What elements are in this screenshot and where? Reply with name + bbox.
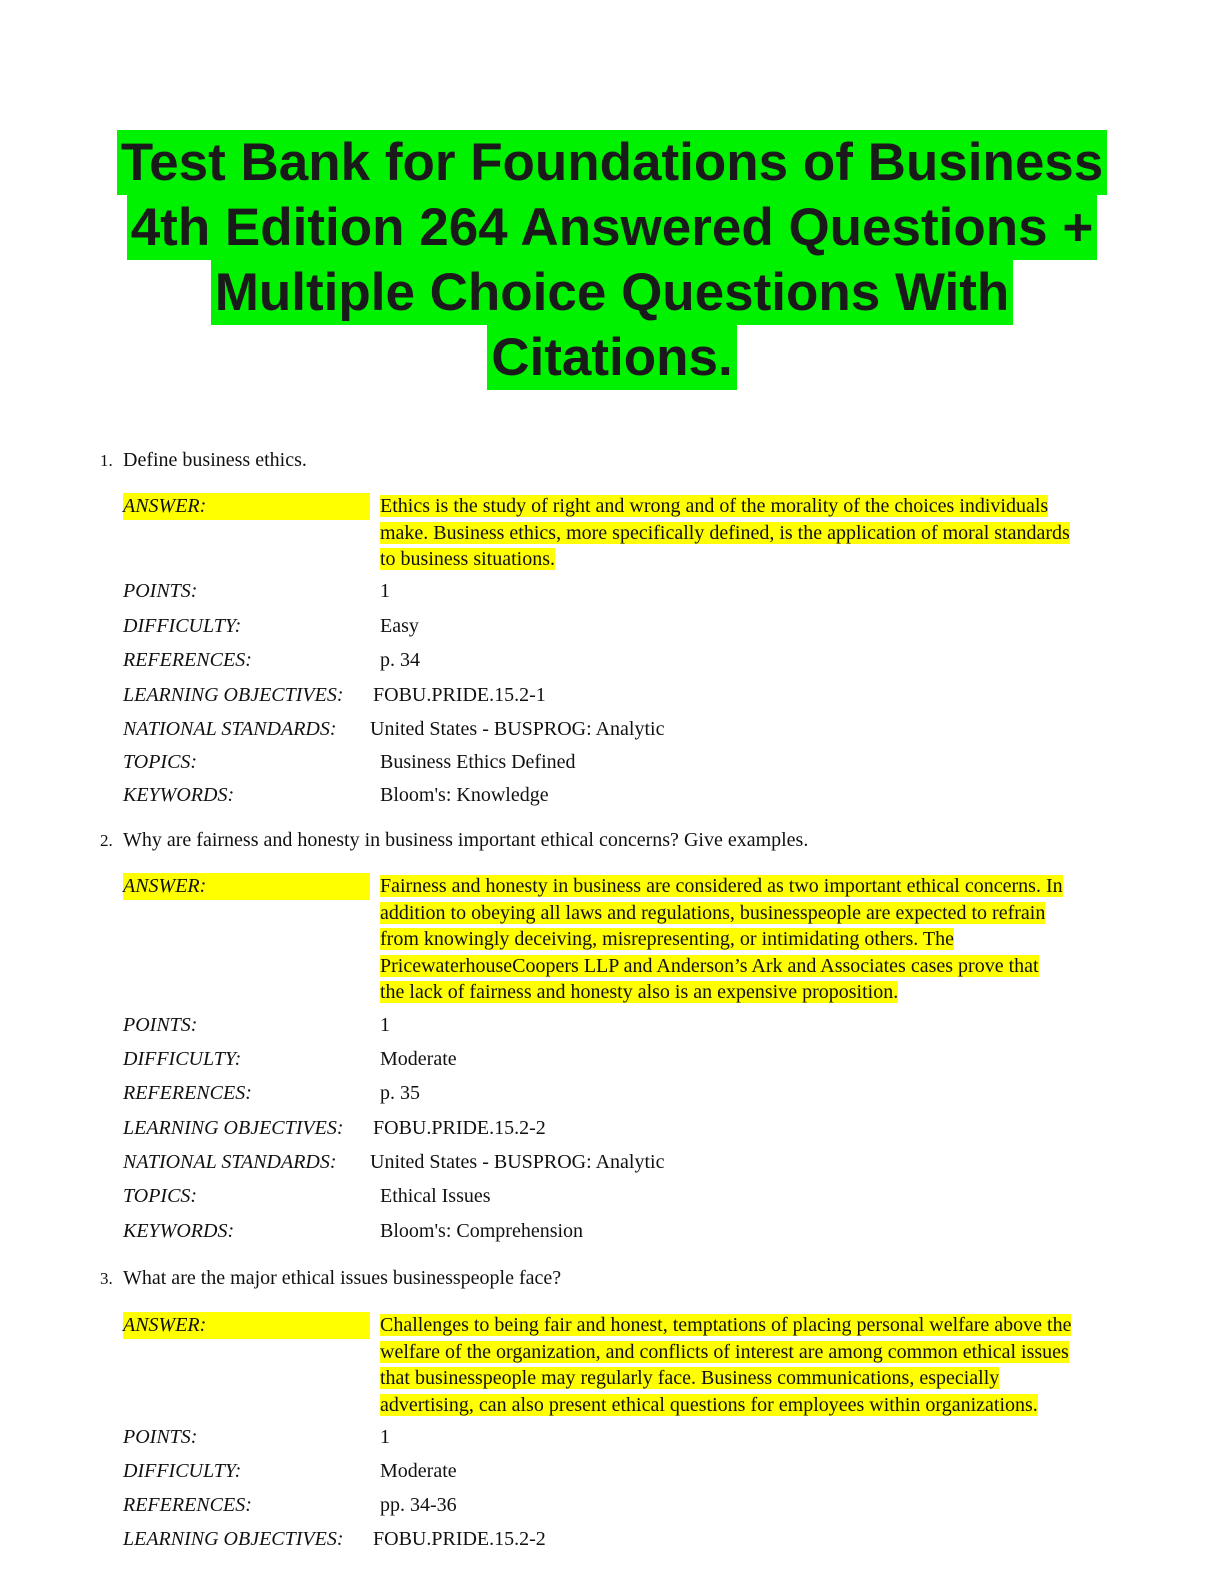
question-text: Define business ethics. xyxy=(123,449,307,471)
national-standards-label: NATIONAL STANDARDS: xyxy=(123,718,337,740)
question-text: What are the major ethical issues businesspeople face? xyxy=(123,1267,562,1289)
title-line-4: Citations. xyxy=(487,325,736,390)
answer-line: make. Business ethics, more specifically defined, is the application of moral standards xyxy=(380,521,1070,544)
references-value: p. 34 xyxy=(380,649,420,671)
national-standards-label: NATIONAL STANDARDS: xyxy=(123,1151,337,1173)
document-title xyxy=(0,130,1224,390)
question-text: Why are fairness and honesty in business important ethical concerns? Give examples. xyxy=(123,829,809,851)
references-value: pp. 34-36 xyxy=(380,1494,457,1516)
points-value: 1 xyxy=(380,1014,390,1036)
title-line-2: 4th Edition 264 Answered Questions + xyxy=(127,195,1098,260)
question-number: 1. xyxy=(100,451,113,470)
answer-line: to business situations. xyxy=(380,548,556,570)
answer-line: Ethics is the study of right and wrong and of the morality of the choices individuals xyxy=(380,495,1049,517)
topics-value: Ethical Issues xyxy=(380,1185,491,1207)
points-value: 1 xyxy=(380,1426,390,1448)
points-label: POINTS: xyxy=(123,1014,198,1036)
answer-line: the lack of fairness and honesty also is an expensive proposition. xyxy=(380,981,899,1003)
references-label: REFERENCES: xyxy=(123,649,252,671)
learning-objectives-value: FOBU.PRIDE.15.2-1 xyxy=(373,684,546,706)
answer-line: welfare of the organization, and conflicts of interest are among common ethical issues xyxy=(380,1340,1069,1363)
national-standards-value: United States - BUSPROG: Analytic xyxy=(370,1151,665,1173)
answer-line: advertising, can also present ethical questions for employees within organizations. xyxy=(380,1393,1038,1416)
question-1 xyxy=(100,448,307,473)
question-number: 2. xyxy=(100,831,113,850)
answer-line: from knowingly deceiving, misrepresenting, or intimidating others. The xyxy=(380,928,954,950)
difficulty-value: Easy xyxy=(380,615,419,637)
learning-objectives-label: LEARNING OBJECTIVES: xyxy=(123,684,344,706)
points-value: 1 xyxy=(380,580,390,602)
points-label: POINTS: xyxy=(123,580,198,602)
learning-objectives-value: FOBU.PRIDE.15.2-2 xyxy=(373,1528,546,1550)
answer-text xyxy=(380,873,1130,1006)
difficulty-label: DIFFICULTY: xyxy=(123,1460,242,1482)
learning-objectives-label: LEARNING OBJECTIVES: xyxy=(123,1117,344,1139)
answer-line: that businesspeople may regularly face. Business communications, especially xyxy=(380,1367,1000,1389)
references-label: REFERENCES: xyxy=(123,1082,252,1104)
answer-text xyxy=(380,1312,1130,1418)
learning-objectives-label: LEARNING OBJECTIVES: xyxy=(123,1528,344,1550)
difficulty-label: DIFFICULTY: xyxy=(123,1048,242,1070)
title-line-3: Multiple Choice Questions With xyxy=(211,260,1014,325)
answer-line: Fairness and honesty in business are considered as two important ethical concerns. In xyxy=(380,875,1063,897)
answer-label: ANSWER: xyxy=(123,873,370,900)
question-2 xyxy=(100,828,808,853)
topics-value: Business Ethics Defined xyxy=(380,751,576,773)
references-value: p. 35 xyxy=(380,1082,420,1104)
topics-label: TOPICS: xyxy=(123,1185,198,1207)
topics-label: TOPICS: xyxy=(123,751,198,773)
answer-label: ANSWER: xyxy=(123,493,370,520)
difficulty-label: DIFFICULTY: xyxy=(123,615,242,637)
answer-text xyxy=(380,493,1130,573)
national-standards-value: United States - BUSPROG: Analytic xyxy=(370,718,665,740)
question-number: 3. xyxy=(100,1269,113,1288)
answer-line: addition to obeying all laws and regulations, businesspeople are expected to refrain xyxy=(380,901,1046,924)
learning-objectives-value: FOBU.PRIDE.15.2-2 xyxy=(373,1117,546,1139)
keywords-label: KEYWORDS: xyxy=(123,784,235,806)
answer-line: PricewaterhouseCoopers LLP and Anderson’s Ark and Associates cases prove that xyxy=(380,954,1039,977)
keywords-label: KEYWORDS: xyxy=(123,1220,235,1242)
keywords-value: Bloom's: Comprehension xyxy=(380,1220,584,1242)
points-label: POINTS: xyxy=(123,1426,198,1448)
answer-line: Challenges to being fair and honest, temptations of placing personal welfare above the xyxy=(380,1314,1072,1336)
keywords-value: Bloom's: Knowledge xyxy=(380,784,549,806)
references-label: REFERENCES: xyxy=(123,1494,252,1516)
difficulty-value: Moderate xyxy=(380,1460,457,1482)
answer-label: ANSWER: xyxy=(123,1312,370,1339)
question-3 xyxy=(100,1266,561,1291)
difficulty-value: Moderate xyxy=(380,1048,457,1070)
title-line-1: Test Bank for Foundations of Business xyxy=(117,130,1108,195)
